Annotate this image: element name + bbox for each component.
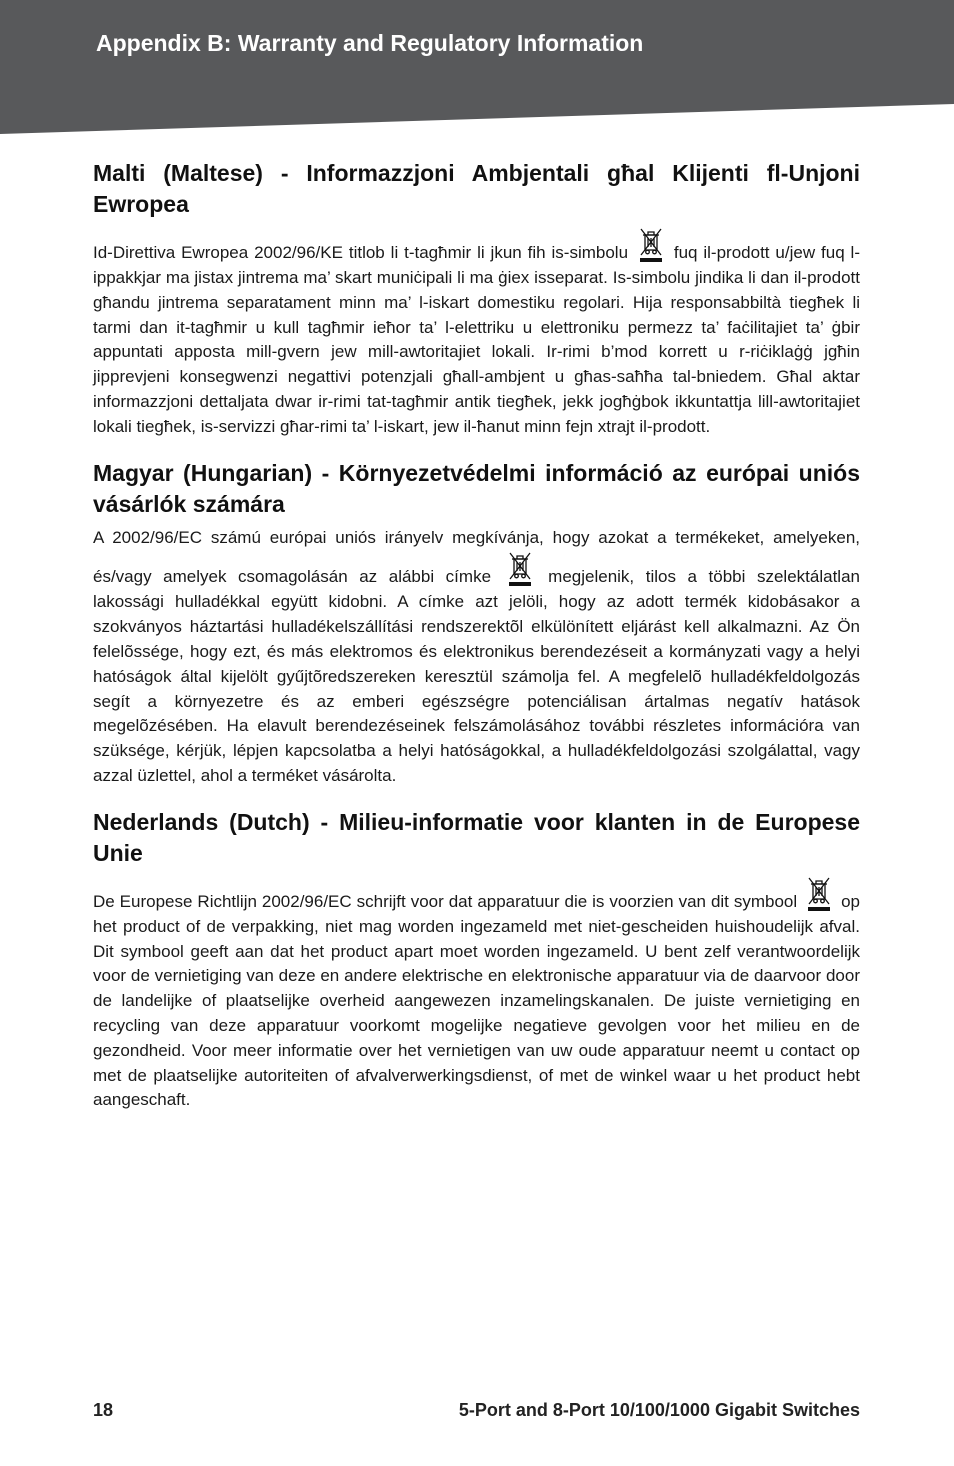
body-text-after: fuq il-prodott u/jew fuq l-ippakkjar ma jistax jintrema ma’ skart muniċipali li ma ġiex isseparat. Is-simbolu jindika li dan il-prodott għandu jintrema separatament minn ma’ l-iskart domestiku regolari. Hija responsabbiltà tiegħek li tarmi dan it-tagħmir u kull tagħmir ieħor ta’ l-elettriku u elettroniku permezz ta’ faċilitajiet ta’ ġbir appuntati apposta mill-gvern jew mill-awtoritajiet lokali. Ir-rimi b’mod korrett u r-riċiklaġġ jgħin jipprevjeni konsegwenzi negattivi potenzjali għall-ambjent u għas-saħħa tal-bniedem. Għal aktar informazzjoni dettaljata dwar ir-rimi tat-tagħmir antik tiegħek, jekk jogħġbok ikkuntattja lill-awtoritajiet lokali tiegħek, is-servizzi għar-rimi ta’ l-iskart, jew il-ħanut minn fejn xtrajt il-prodott. <box>93 243 860 436</box>
section-hungarian <box>93 458 860 789</box>
section-heading: Nederlands (Dutch) - Milieu-informatie voor klanten in de Europese Unie <box>93 808 860 866</box>
header-band <box>0 0 954 134</box>
body-text-after: op het product of de verpakking, niet mag worden ingezameld met niet-gescheiden huishoudelijk afval. Dit symbool geeft aan dat het product apart moet worden ingezameld. U bent zelf verantwoordelijk voor de vernietiging van deze en andere elektrische en elektronische apparatuur via de daarvoor door de landelijke of plaatselijke overheid aangewezen inzamelingskanalen. De juiste vernietiging en recycling van deze apparatuur voorkomt mogelijke negatieve gevolgen voor het milieu en de gezondheid. Voor meer informatie over het vernietigen van uw oude apparatuur neemt u contact op met de plaatselijke autoriteiten of afvalverwerkingsdienst, of met de winkel waar u het product hebt aangeschaft. <box>93 891 860 1110</box>
crossed-out-wheelie-bin-icon <box>806 875 832 915</box>
header-band-shape <box>0 0 954 134</box>
page-number: 18 <box>93 1400 114 1420</box>
page-content <box>93 158 860 1113</box>
section-dutch <box>93 807 860 1113</box>
crossed-out-wheelie-bin-icon <box>507 550 533 590</box>
body-text-before: Id-Direttiva Ewropea 2002/96/KE titlob li t-tagħmir li jkun fih is-simbolu <box>93 243 634 262</box>
section-maltese <box>93 158 860 440</box>
page-header-title: Appendix B: Warranty and Regulatory Information <box>96 30 644 56</box>
body-text-before: A 2002/96/EC számú európai uniós irányelv megkívánja, hogy azokat a termékeket, amelyeken, és/vagy amelyek csomagolásán az alábbi címke <box>93 527 860 587</box>
body-text-after: megjelenik, tilos a többi szelektálatlan lakossági hulladékkal együtt kidobni. A címke azt jelöli, hogy az adott termék kidobásakor a szokványos háztartási hulladékelszállítási rendszerektõl elkülönített eljárást kell alkalmazni. Az Ön felelõssége, hogy ezt, és más elektromos és elektronikus berendezéseit a kormányzati vagy a helyi hatóságok által kijelölt gyűjtõredszereken keresztül számolja fel. A megfelelõ hulladékfeldolgozás segít a környezetre és az emberi egészségre potenciálisan ártalmas negatív hatások megelõzésében. Ha elavult berendezéseinek felszámolásához további részletes információra van szüksége, kérjük, lépjen kapcsolatba a helyi hatóságokkal, a hulladékfeldolgozási szolgálattal, vagy azzal üzlettel, ahol a terméket vásárolta. <box>93 567 860 785</box>
section-body <box>93 226 860 440</box>
section-heading: Magyar (Hungarian) - Környezetvédelmi információ az európai uniós vásárlók számára <box>93 459 860 517</box>
section-body <box>93 875 860 1113</box>
body-text-before: De Europese Richtlijn 2002/96/EC schrijft voor dat apparatuur die is voorzien van dit symbool <box>93 891 803 911</box>
section-heading: Malti (Maltese) - Informazzjoni Ambjentali għal Klijenti fl-Unjoni Ewropea <box>93 160 860 217</box>
section-body <box>93 526 860 789</box>
crossed-out-wheelie-bin-icon <box>638 226 664 266</box>
footer-product-name: 5-Port and 8-Port 10/100/1000 Gigabit Switches <box>458 1400 860 1420</box>
